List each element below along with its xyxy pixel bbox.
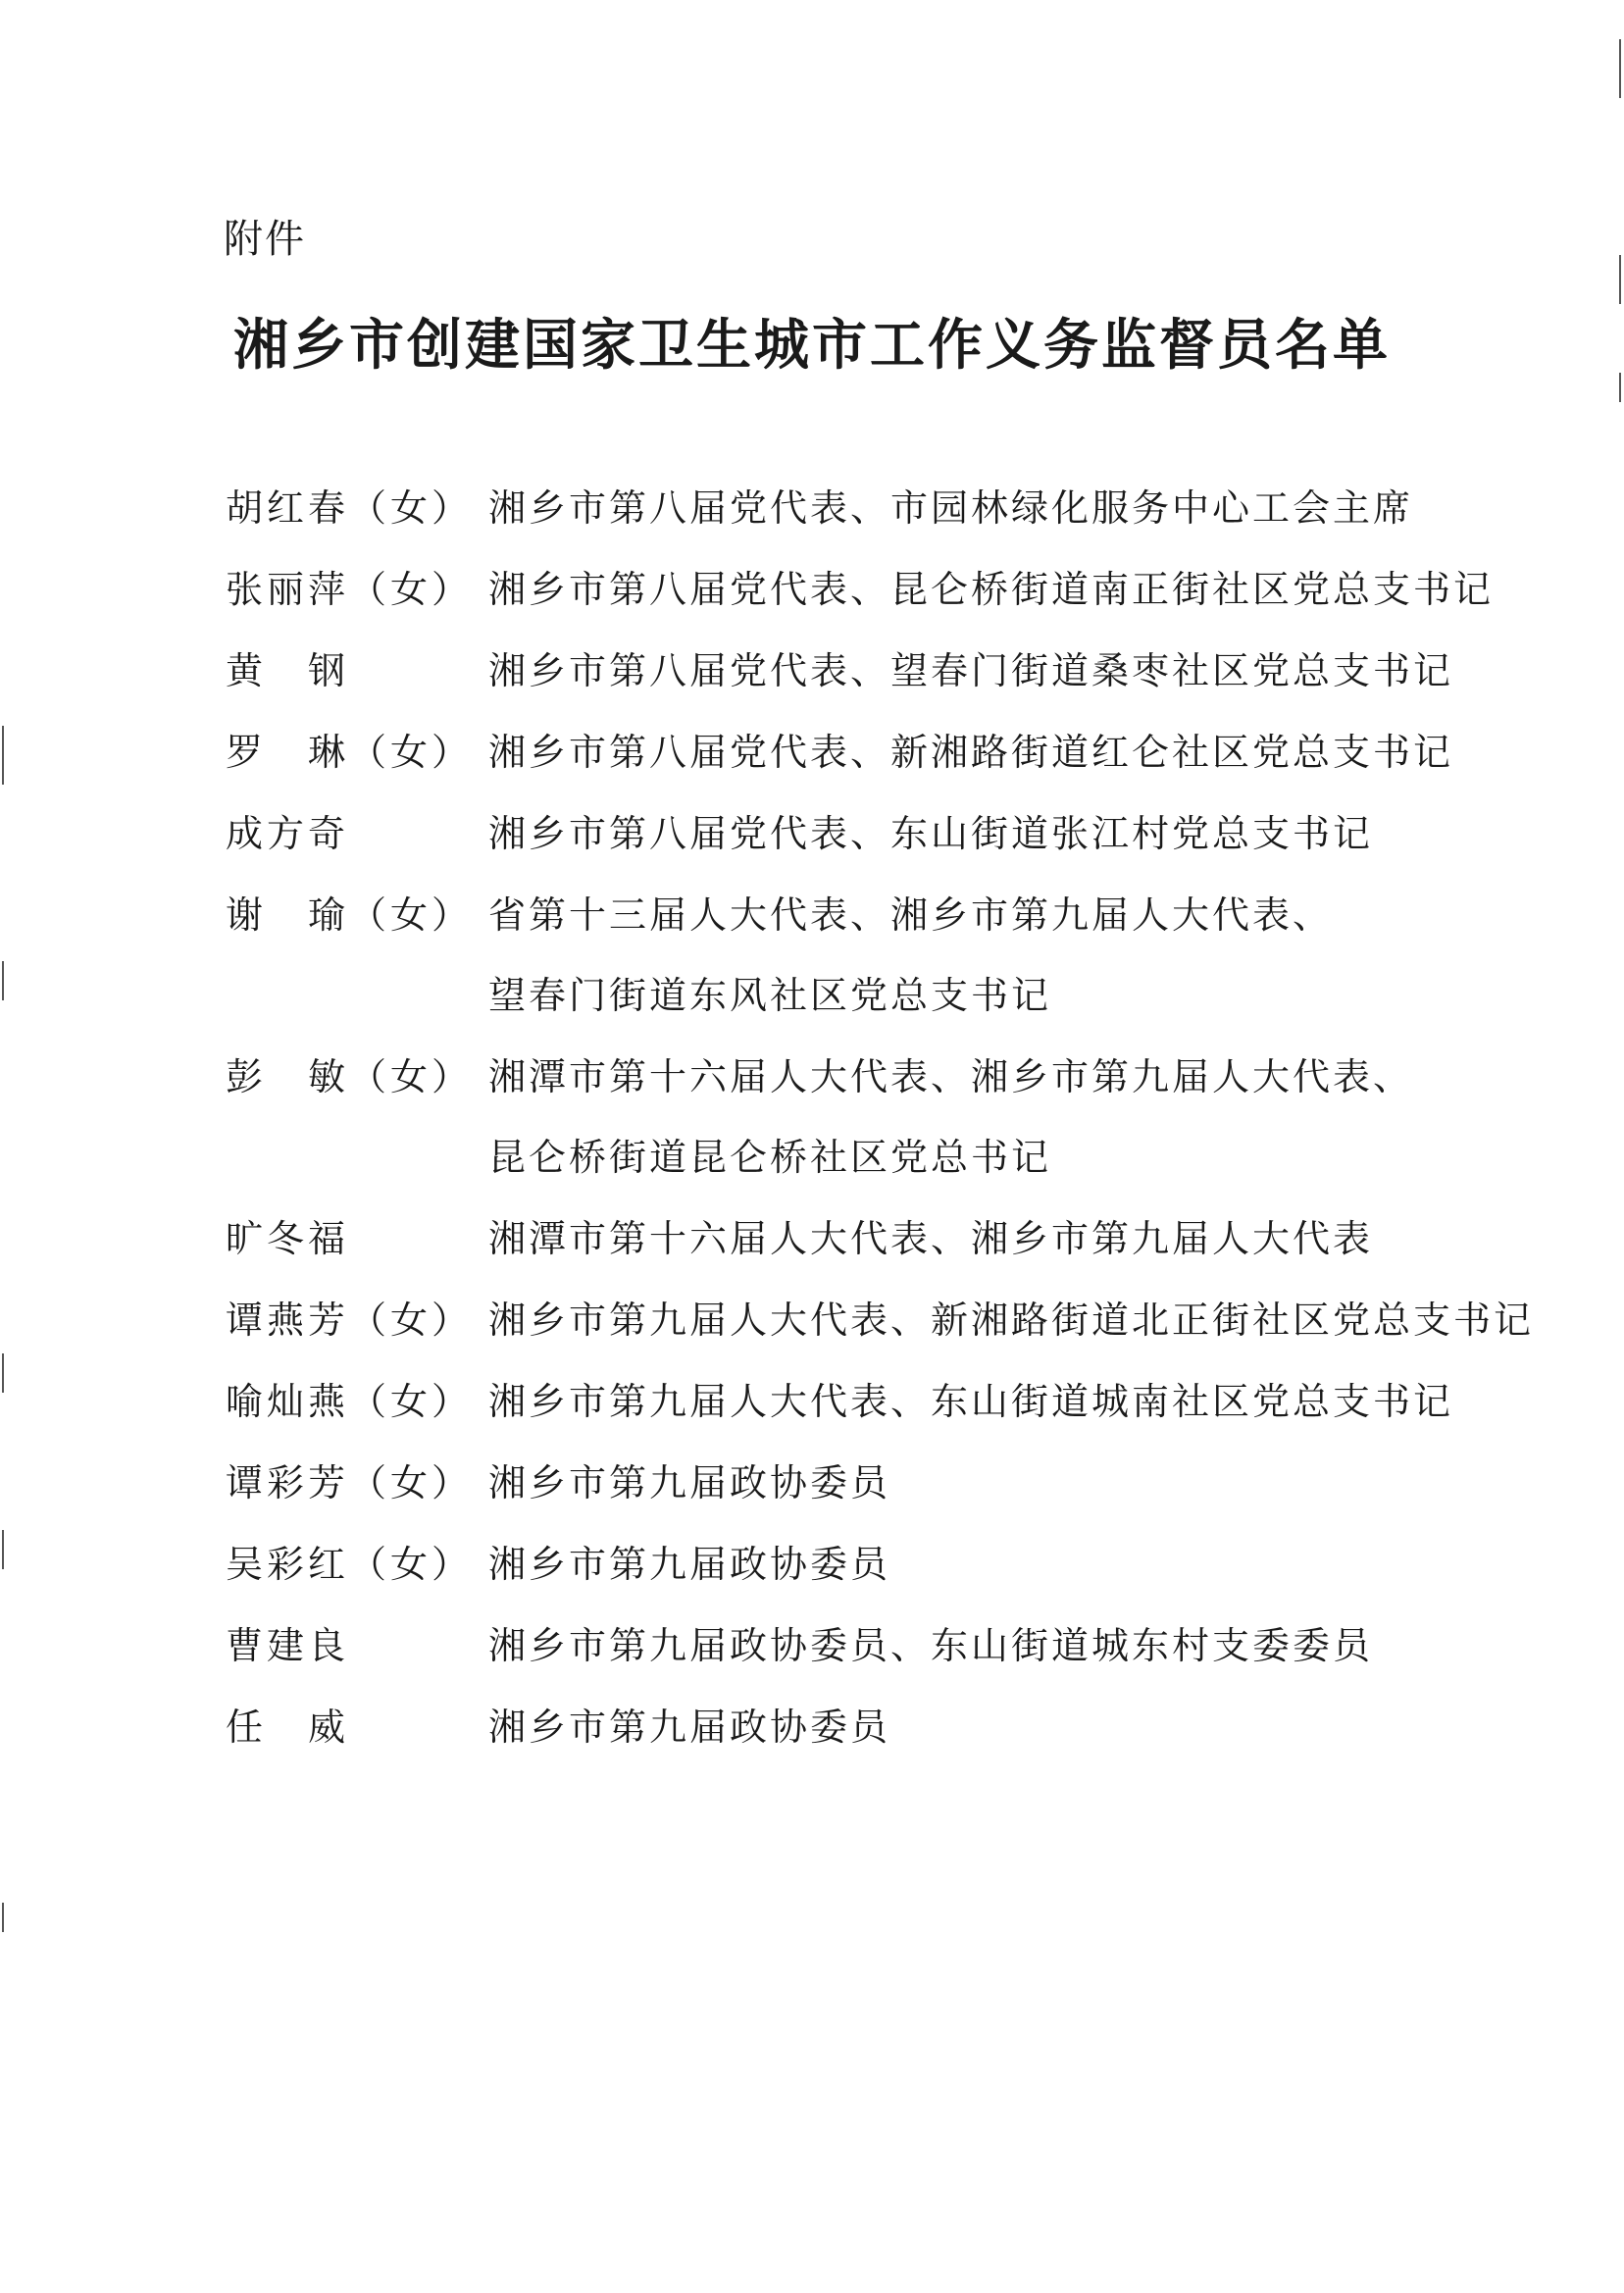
member-row (226, 643, 1461, 699)
member-role-line: 湘乡市第八届党代表、东山街道张江村党总支书记 (488, 812, 1374, 855)
member-row (226, 806, 1461, 862)
member-role-line: 湘乡市第八届党代表、望春门街道桑枣社区党总支书记 (488, 649, 1454, 692)
member-roles (488, 1537, 1461, 1593)
member-role-line: 湘乡市第九届政协委员 (488, 1461, 891, 1504)
member-roles (488, 643, 1461, 699)
attachment-label: 附件 (224, 217, 306, 262)
member-row (226, 1537, 1461, 1593)
member-name: 吴彩红（女） (226, 1543, 474, 1586)
member-row (226, 562, 1495, 618)
member-name: 罗 琳（女） (226, 731, 474, 774)
document-title: 湘乡市创建国家卫生城市工作义务监督员名单 (233, 313, 1391, 378)
member-roles (488, 1049, 1461, 1186)
member-name: 旷冬福 (226, 1217, 350, 1260)
member-roles (488, 725, 1461, 781)
member-role-line: 湘乡市第九届政协委员 (488, 1543, 891, 1586)
member-row (226, 725, 1461, 781)
member-roles (488, 1211, 1461, 1267)
member-roles (488, 1293, 1534, 1349)
scan-edge-mark (1619, 373, 1621, 402)
member-roles (488, 562, 1494, 618)
member-role-line: 湘乡市第九届政协委员、东山街道城东村支委委员 (488, 1624, 1374, 1667)
member-name: 任 威 (226, 1706, 350, 1749)
member-row (226, 888, 1461, 1024)
member-role-line: 湘潭市第十六届人大代表、湘乡市第九届人大代表 (488, 1217, 1374, 1260)
member-role-line: 昆仑桥街道昆仑桥社区党总书记 (488, 1136, 1052, 1179)
member-role-line: 湘乡市第八届党代表、市园林绿化服务中心工会主席 (488, 486, 1414, 530)
member-roles (488, 1455, 1461, 1511)
member-roles (488, 1618, 1461, 1674)
member-row (226, 1374, 1461, 1430)
member-roster (226, 481, 1535, 1781)
member-name: 黄 钢 (226, 649, 350, 692)
member-name: 张丽萍（女） (226, 568, 474, 611)
member-name: 彭 敏（女） (226, 1055, 474, 1098)
member-role-line: 湘乡市第九届政协委员 (488, 1706, 891, 1749)
member-row (226, 481, 1461, 536)
scan-edge-mark (2, 1353, 4, 1393)
scan-edge-mark (1619, 39, 1621, 98)
scan-edge-mark (2, 726, 4, 785)
scan-edge-mark (2, 1530, 4, 1569)
member-name: 谭燕芳（女） (226, 1299, 474, 1342)
member-name: 谢 瑜（女） (226, 893, 474, 937)
member-role-line: 湘乡市第九届人大代表、新湘路街道北正街社区党总支书记 (488, 1299, 1535, 1342)
scan-edge-mark (1619, 255, 1621, 304)
member-roles (488, 1700, 1461, 1756)
member-row (226, 1700, 1461, 1756)
member-row (226, 1293, 1535, 1349)
member-name: 曹建良 (226, 1624, 350, 1667)
member-name: 成方奇 (226, 812, 350, 855)
member-row (226, 1455, 1461, 1511)
member-name: 谭彩芳（女） (226, 1461, 474, 1504)
member-row (226, 1211, 1461, 1267)
member-roles (488, 888, 1461, 1024)
member-roles (488, 481, 1461, 536)
member-roles (488, 806, 1461, 862)
scan-edge-mark (2, 961, 4, 1000)
member-role-line: 湘乡市第九届人大代表、东山街道城南社区党总支书记 (488, 1380, 1454, 1423)
member-role-line: 湘乡市第八届党代表、新湘路街道红仑社区党总支书记 (488, 731, 1454, 774)
member-role-line: 湘乡市第八届党代表、昆仑桥街道南正街社区党总支书记 (488, 568, 1495, 611)
member-role-line: 望春门街道东风社区党总支书记 (488, 974, 1052, 1017)
member-roles (488, 1374, 1461, 1430)
scan-edge-mark (2, 1903, 4, 1932)
member-name: 胡红春（女） (226, 486, 474, 530)
member-row (226, 1049, 1461, 1186)
member-name: 喻灿燕（女） (226, 1380, 474, 1423)
member-role-line: 湘潭市第十六届人大代表、湘乡市第九届人大代表、 (488, 1055, 1414, 1098)
member-role-line: 省第十三届人大代表、湘乡市第九届人大代表、 (488, 893, 1334, 937)
member-row (226, 1618, 1461, 1674)
